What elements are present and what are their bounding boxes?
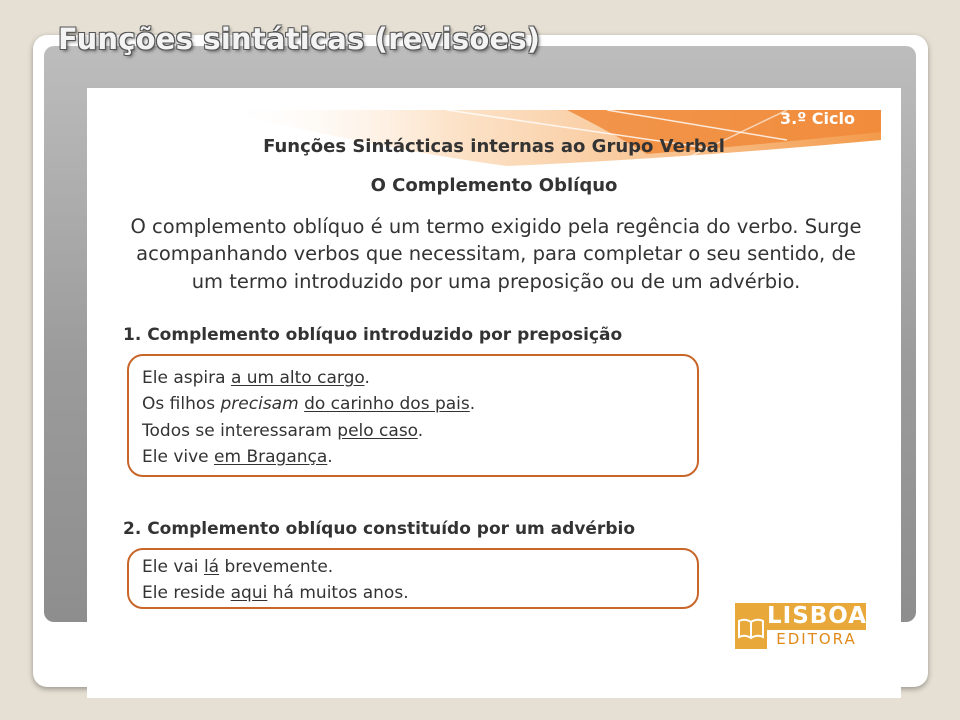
example-sentence: Ele vai lá brevemente. bbox=[142, 557, 334, 577]
intro-line: acompanhando verbos que necessitam, para completar o seu sentido, de bbox=[136, 242, 856, 266]
intro-line: um termo introduzido por uma preposição ou de um advérbio. bbox=[191, 269, 801, 293]
complement-underlined: pelo caso bbox=[337, 420, 418, 441]
logo-text-lisboa: LISBOA bbox=[767, 603, 868, 629]
intro-line: O complemento oblíquo é um termo exigido pela regência do verbo. Surge bbox=[130, 215, 862, 238]
verb-italic: precisam bbox=[220, 394, 299, 415]
example-sentence: Todos se interessaram pelo caso. bbox=[142, 420, 424, 441]
complement-underlined: a um alto cargo bbox=[230, 368, 365, 388]
cycle-label: 3.º Ciclo bbox=[780, 109, 855, 128]
section2-title: 2. Complemento oblíquo constituído por um advérbio bbox=[123, 519, 635, 539]
example-sentence: Os filhos precisam do carinho dos pais. bbox=[142, 394, 476, 415]
document-image bbox=[87, 88, 901, 698]
book-icon bbox=[735, 603, 767, 649]
complement-underlined: aqui bbox=[230, 583, 268, 604]
document-subheading: O Complemento Oblíquo bbox=[370, 175, 618, 196]
document-heading: Funções Sintácticas internas ao Grupo Verbal bbox=[263, 136, 725, 157]
section1-examples-box bbox=[127, 354, 699, 477]
intro-paragraph bbox=[107, 213, 885, 295]
logo-text-editora: EDITORA bbox=[767, 630, 866, 649]
lisboa-editora-logo bbox=[735, 603, 866, 649]
complement-underlined: do carinho dos pais bbox=[304, 394, 470, 415]
slide-title: Funções sintáticas (revisões) bbox=[58, 22, 541, 56]
example-sentence: Ele vive em Bragança. bbox=[142, 447, 333, 468]
section1-title: 1. Complemento oblíquo introduzido por preposição bbox=[123, 325, 623, 345]
example-sentence: Ele aspira a um alto cargo. bbox=[142, 368, 370, 388]
complement-underlined: em Bragança bbox=[214, 447, 328, 468]
section2-examples-box bbox=[127, 548, 699, 609]
example-sentence: Ele reside aqui há muitos anos. bbox=[142, 583, 409, 604]
complement-underlined: lá bbox=[203, 557, 220, 577]
